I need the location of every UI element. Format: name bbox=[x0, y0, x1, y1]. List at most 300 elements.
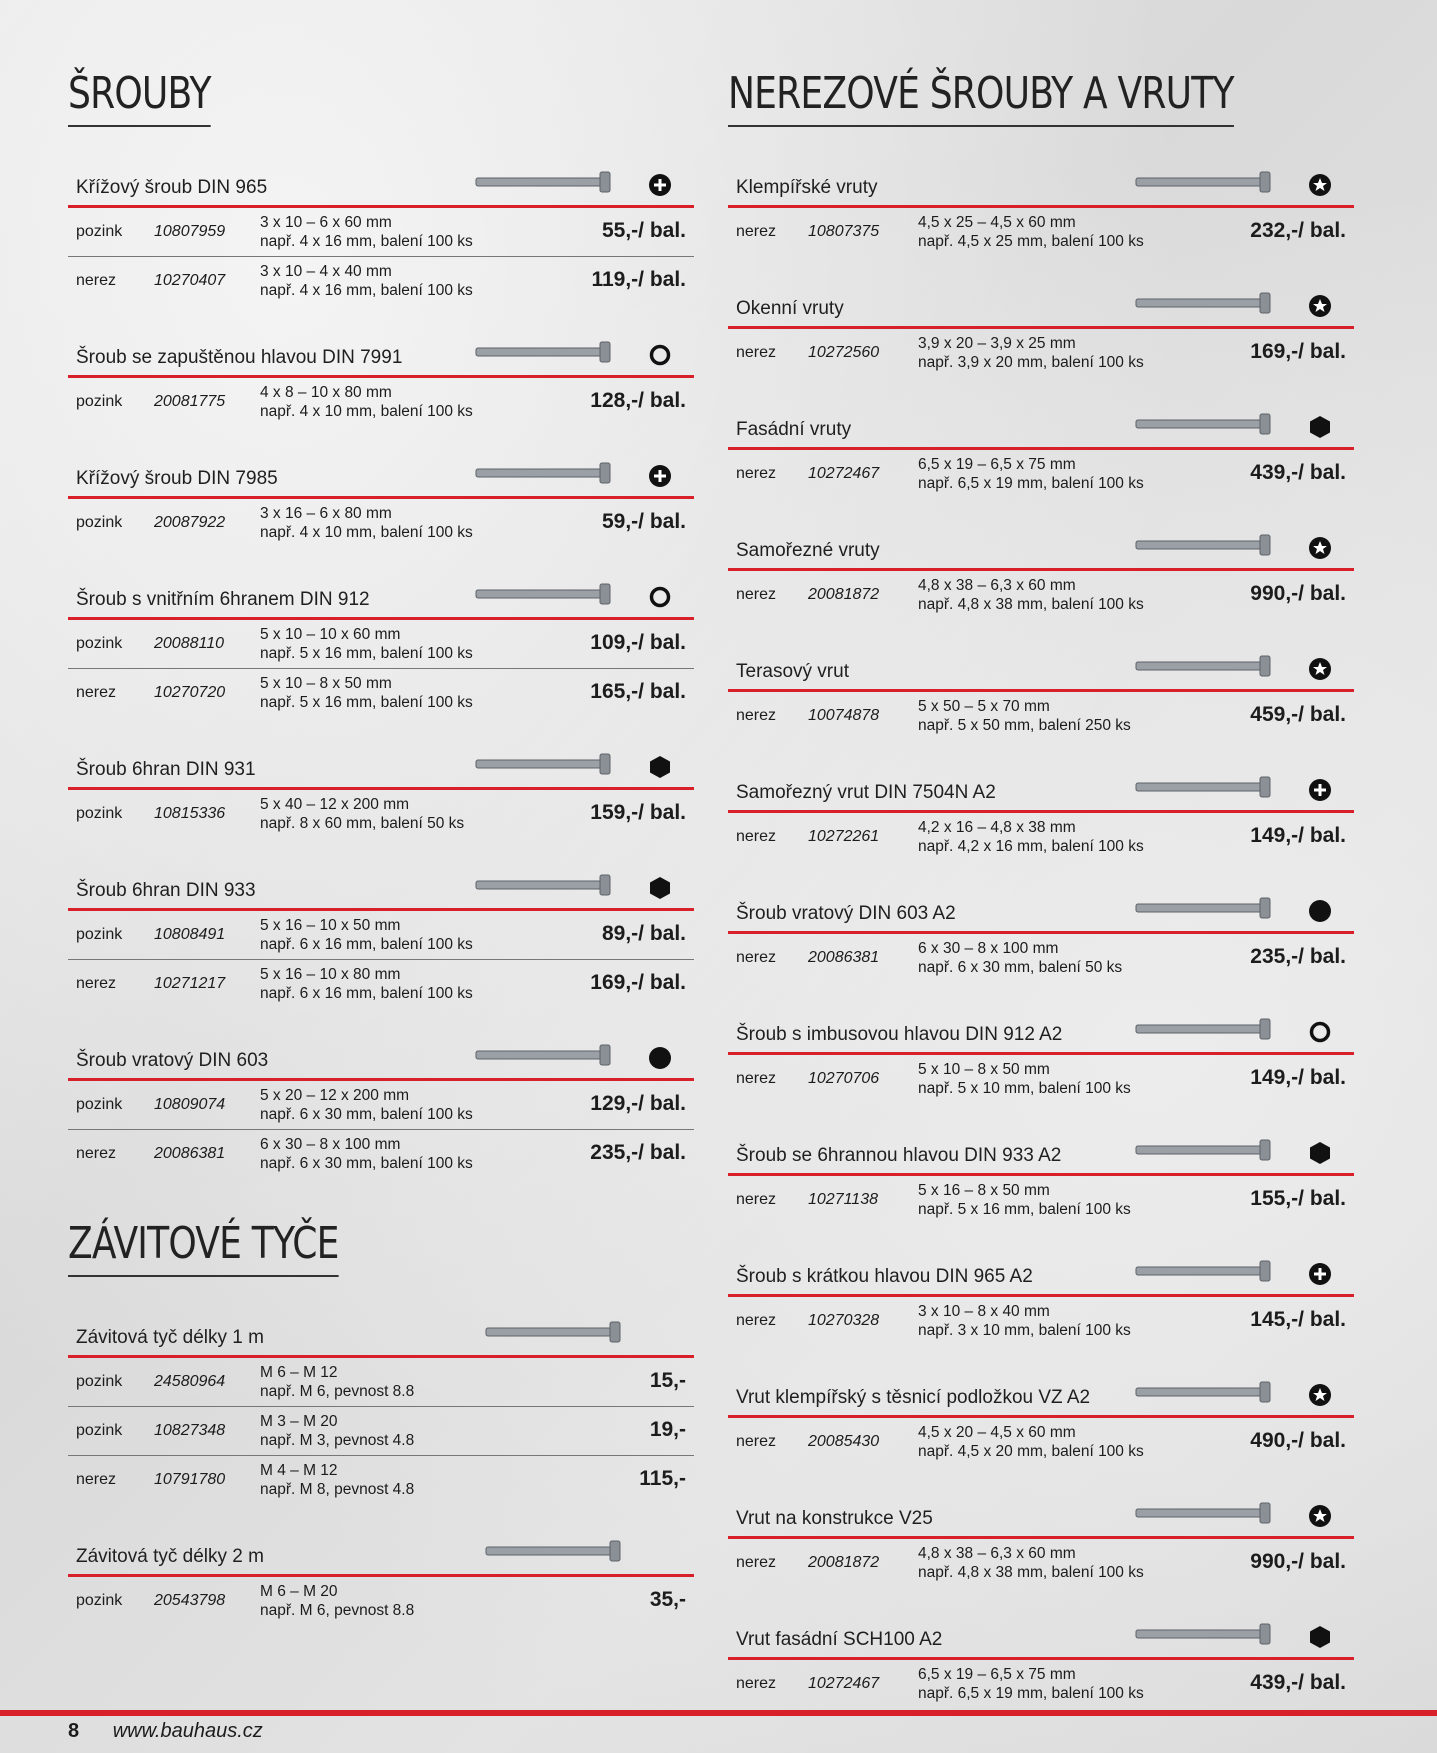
size-example: např. 3,9 x 20 mm, balení 100 ks bbox=[918, 354, 1144, 371]
plus-circle-icon bbox=[648, 464, 672, 488]
material: nerez bbox=[736, 828, 777, 845]
product-header bbox=[728, 1250, 1354, 1297]
product-header bbox=[728, 1492, 1354, 1539]
size-range: 5 x 10 – 8 x 50 mm bbox=[918, 1061, 1050, 1078]
size-example: např. M 8, pevnost 4.8 bbox=[260, 1481, 415, 1498]
product-name: Šroub 6hran DIN 933 bbox=[76, 880, 256, 901]
product-block bbox=[728, 766, 1354, 861]
size-range: 5 x 16 – 10 x 50 mm bbox=[260, 917, 401, 934]
product-header bbox=[68, 573, 694, 620]
material: nerez bbox=[76, 1145, 117, 1162]
ring-icon bbox=[648, 343, 672, 367]
price: 232,-/ bal. bbox=[1250, 219, 1346, 242]
material: pozink bbox=[76, 926, 123, 943]
product-header bbox=[68, 864, 694, 911]
article-code: 20087922 bbox=[154, 514, 226, 531]
size-description bbox=[918, 697, 1131, 735]
price: 55,-/ bal. bbox=[601, 219, 686, 242]
article-code: 10270328 bbox=[808, 1312, 880, 1329]
article-code: 24580964 bbox=[154, 1373, 226, 1390]
footer bbox=[68, 1720, 263, 1743]
size-range: 5 x 20 – 12 x 200 mm bbox=[260, 1087, 410, 1104]
product-header bbox=[68, 1530, 694, 1577]
article-code: 10272467 bbox=[808, 465, 880, 482]
product-name: Vrut klempířský s těsnicí podložkou VZ A2 bbox=[736, 1387, 1091, 1408]
material: pozink bbox=[76, 393, 123, 410]
product-row bbox=[728, 1176, 1354, 1224]
size-range: M 3 – M 20 bbox=[260, 1413, 338, 1430]
product-header bbox=[68, 452, 694, 499]
article-code: 10270706 bbox=[808, 1070, 880, 1087]
size-description bbox=[260, 1461, 414, 1499]
material: nerez bbox=[736, 1433, 777, 1450]
product-name: Křížový šroub DIN 965 bbox=[76, 177, 268, 198]
product-block bbox=[68, 1311, 694, 1504]
price: 89,-/ bal. bbox=[601, 922, 686, 945]
product-block bbox=[728, 282, 1354, 377]
size-range: 5 x 40 – 12 x 200 mm bbox=[260, 796, 410, 813]
product-header bbox=[728, 1613, 1354, 1660]
price: 59,-/ bal. bbox=[601, 510, 686, 533]
product-name: Šroub s krátkou hlavou DIN 965 A2 bbox=[736, 1266, 1033, 1287]
size-description bbox=[918, 818, 1144, 856]
size-range: 4,2 x 16 – 4,8 x 38 mm bbox=[918, 819, 1076, 836]
material: nerez bbox=[736, 344, 777, 361]
product-name: Vrut na konstrukce V25 bbox=[736, 1508, 933, 1529]
material: nerez bbox=[76, 1471, 117, 1488]
article-code: 20081775 bbox=[154, 393, 226, 410]
hexagon-icon bbox=[1308, 1625, 1332, 1649]
product-row bbox=[728, 1055, 1354, 1103]
product-header bbox=[728, 645, 1354, 692]
product-row bbox=[68, 1577, 694, 1625]
size-description bbox=[260, 625, 473, 663]
product-name: Závitová tyč délky 2 m bbox=[76, 1546, 264, 1567]
product-row bbox=[68, 208, 694, 257]
hexagon-icon bbox=[648, 876, 672, 900]
material: nerez bbox=[736, 1312, 777, 1329]
article-code: 10807375 bbox=[808, 223, 880, 240]
product-block bbox=[728, 1613, 1354, 1708]
ring-icon bbox=[648, 585, 672, 609]
size-range: 4,8 x 38 – 6,3 x 60 mm bbox=[918, 1545, 1076, 1562]
size-range: 3 x 10 – 8 x 40 mm bbox=[918, 1303, 1050, 1320]
size-range: 6 x 30 – 8 x 100 mm bbox=[260, 1136, 401, 1153]
product-block bbox=[68, 161, 694, 305]
price: 235,-/ bal. bbox=[590, 1141, 686, 1164]
product-row bbox=[68, 790, 694, 838]
product-header bbox=[728, 887, 1354, 934]
product-name: Šroub 6hran DIN 931 bbox=[76, 759, 256, 780]
footer-red-line bbox=[0, 1710, 1437, 1716]
product-block bbox=[68, 573, 694, 717]
section-title-zavitove-tyce: ZÁVITOVÉ TYČE bbox=[68, 1218, 339, 1277]
material: nerez bbox=[736, 1191, 777, 1208]
product-image bbox=[1134, 1496, 1274, 1530]
product-header bbox=[728, 766, 1354, 813]
article-code: 10271217 bbox=[154, 975, 226, 992]
product-row bbox=[728, 1539, 1354, 1587]
size-description bbox=[918, 334, 1144, 372]
star-icon bbox=[1308, 294, 1332, 318]
size-example: např. 6 x 30 mm, balení 50 ks bbox=[918, 959, 1123, 976]
size-example: např. 4 x 16 mm, balení 100 ks bbox=[260, 282, 473, 299]
article-code: 10809074 bbox=[154, 1096, 226, 1113]
product-name: Samořezný vrut DIN 7504N A2 bbox=[736, 782, 996, 803]
product-header bbox=[68, 1311, 694, 1358]
price: 129,-/ bal. bbox=[590, 1092, 686, 1115]
size-range: 3 x 10 – 6 x 60 mm bbox=[260, 214, 392, 231]
product-block bbox=[728, 887, 1354, 982]
material: nerez bbox=[736, 223, 777, 240]
left-column bbox=[68, 60, 694, 1651]
size-description bbox=[918, 213, 1144, 251]
size-example: např. 5 x 16 mm, balení 100 ks bbox=[918, 1201, 1131, 1218]
price: 439,-/ bal. bbox=[1250, 1671, 1346, 1694]
size-description bbox=[918, 1302, 1131, 1340]
size-example: např. M 6, pevnost 8.8 bbox=[260, 1602, 415, 1619]
dot-icon bbox=[648, 1046, 672, 1070]
product-header bbox=[728, 403, 1354, 450]
product-image bbox=[1134, 649, 1274, 683]
product-block bbox=[728, 403, 1354, 498]
product-header bbox=[728, 1008, 1354, 1055]
size-example: např. 6 x 16 mm, balení 100 ks bbox=[260, 985, 473, 1002]
size-example: např. 6 x 30 mm, balení 100 ks bbox=[260, 1155, 473, 1172]
material: pozink bbox=[76, 514, 123, 531]
product-name: Šroub se zapuštěnou hlavou DIN 7991 bbox=[76, 347, 403, 368]
price: 490,-/ bal. bbox=[1250, 1429, 1346, 1452]
material: nerez bbox=[736, 949, 777, 966]
material: nerez bbox=[736, 707, 777, 724]
size-range: 4 x 8 – 10 x 80 mm bbox=[260, 384, 392, 401]
size-description bbox=[260, 1582, 414, 1620]
size-description bbox=[260, 674, 473, 712]
product-image bbox=[474, 1038, 614, 1072]
material: pozink bbox=[76, 223, 123, 240]
size-range: 3 x 10 – 4 x 40 mm bbox=[260, 263, 392, 280]
price: 990,-/ bal. bbox=[1250, 582, 1346, 605]
product-block bbox=[68, 1530, 694, 1625]
size-description bbox=[260, 262, 473, 300]
price: 155,-/ bal. bbox=[1250, 1187, 1346, 1210]
product-row bbox=[728, 450, 1354, 498]
size-example: např. 4,8 x 38 mm, balení 100 ks bbox=[918, 596, 1144, 613]
product-block bbox=[728, 161, 1354, 256]
size-range: M 4 – M 12 bbox=[260, 1462, 338, 1479]
product-list-tyce bbox=[68, 1311, 694, 1625]
size-range: 6 x 30 – 8 x 100 mm bbox=[918, 940, 1059, 957]
size-range: 6,5 x 19 – 6,5 x 75 mm bbox=[918, 456, 1076, 473]
size-description bbox=[918, 1665, 1144, 1703]
price: 439,-/ bal. bbox=[1250, 461, 1346, 484]
size-description bbox=[918, 455, 1144, 493]
size-example: např. 4,2 x 16 mm, balení 100 ks bbox=[918, 838, 1144, 855]
material: nerez bbox=[736, 1675, 777, 1692]
price: 15,- bbox=[649, 1369, 686, 1392]
star-icon bbox=[1308, 173, 1332, 197]
size-example: např. 4 x 16 mm, balení 100 ks bbox=[260, 233, 473, 250]
article-code: 10807959 bbox=[154, 223, 226, 240]
product-name: Okenní vruty bbox=[736, 298, 844, 319]
ring-icon bbox=[1308, 1020, 1332, 1044]
product-list-srouby bbox=[68, 161, 694, 1178]
product-row bbox=[728, 934, 1354, 982]
product-block bbox=[68, 743, 694, 838]
product-row bbox=[728, 208, 1354, 256]
hexagon-icon bbox=[648, 755, 672, 779]
product-name: Šroub se 6hrannou hlavou DIN 933 A2 bbox=[736, 1145, 1062, 1166]
article-code: 20543798 bbox=[154, 1592, 226, 1609]
price: 35,- bbox=[649, 1588, 686, 1611]
size-range: 4,5 x 25 – 4,5 x 60 mm bbox=[918, 214, 1076, 231]
size-example: např. 4 x 10 mm, balení 100 ks bbox=[260, 524, 473, 541]
size-description bbox=[918, 1544, 1144, 1582]
size-description bbox=[918, 939, 1122, 977]
star-icon bbox=[1308, 1504, 1332, 1528]
product-block bbox=[68, 1034, 694, 1178]
product-image bbox=[1134, 528, 1274, 562]
star-icon bbox=[1308, 1383, 1332, 1407]
size-description bbox=[260, 1363, 414, 1401]
price: 128,-/ bal. bbox=[590, 389, 686, 412]
product-row bbox=[68, 1130, 694, 1178]
material: pozink bbox=[76, 635, 123, 652]
product-block bbox=[728, 1371, 1354, 1466]
product-name: Terasový vrut bbox=[736, 661, 849, 682]
size-range: 4,5 x 20 – 4,5 x 60 mm bbox=[918, 1424, 1076, 1441]
product-block bbox=[728, 1250, 1354, 1345]
product-header bbox=[68, 331, 694, 378]
product-image bbox=[474, 577, 614, 611]
product-name: Šroub s imbusovou hlavou DIN 912 A2 bbox=[736, 1024, 1063, 1045]
size-example: např. 6,5 x 19 mm, balení 100 ks bbox=[918, 475, 1144, 492]
price: 149,-/ bal. bbox=[1250, 824, 1346, 847]
material: pozink bbox=[76, 1592, 123, 1609]
product-name: Klempířské vruty bbox=[736, 177, 878, 198]
product-row bbox=[68, 257, 694, 305]
product-row bbox=[68, 378, 694, 426]
article-code: 10827348 bbox=[154, 1422, 226, 1439]
size-range: 3 x 16 – 6 x 80 mm bbox=[260, 505, 392, 522]
dot-icon bbox=[1308, 899, 1332, 923]
product-image bbox=[1134, 1375, 1274, 1409]
size-example: např. 4,5 x 25 mm, balení 100 ks bbox=[918, 233, 1144, 250]
product-image bbox=[1134, 1617, 1274, 1651]
article-code: 10272560 bbox=[808, 344, 880, 361]
price: 109,-/ bal. bbox=[590, 631, 686, 654]
product-block bbox=[68, 331, 694, 426]
size-example: např. 6 x 16 mm, balení 100 ks bbox=[260, 936, 473, 953]
size-example: např. M 6, pevnost 8.8 bbox=[260, 1383, 415, 1400]
price: 119,-/ bal. bbox=[591, 268, 686, 291]
article-code: 10272261 bbox=[808, 828, 880, 845]
hexagon-icon bbox=[1308, 415, 1332, 439]
product-name: Křížový šroub DIN 7985 bbox=[76, 468, 278, 489]
product-row bbox=[68, 960, 694, 1008]
article-code: 10271138 bbox=[808, 1191, 878, 1208]
size-example: např. 6 x 30 mm, balení 100 ks bbox=[260, 1106, 473, 1123]
product-header bbox=[728, 161, 1354, 208]
size-range: 5 x 16 – 8 x 50 mm bbox=[918, 1182, 1050, 1199]
product-name: Samořezné vruty bbox=[736, 540, 880, 561]
page-number: 8 bbox=[68, 1720, 80, 1742]
size-description bbox=[260, 1135, 473, 1173]
product-row bbox=[68, 620, 694, 669]
size-example: např. 5 x 16 mm, balení 100 ks bbox=[260, 694, 473, 711]
size-description bbox=[260, 383, 473, 421]
product-row bbox=[728, 692, 1354, 740]
size-description bbox=[260, 916, 473, 954]
product-image bbox=[474, 456, 614, 490]
right-column bbox=[728, 60, 1354, 1734]
size-description bbox=[260, 504, 473, 542]
material: nerez bbox=[76, 975, 117, 992]
product-block bbox=[728, 1492, 1354, 1587]
price: 990,-/ bal. bbox=[1250, 1550, 1346, 1573]
product-row bbox=[728, 571, 1354, 619]
product-name: Vrut fasádní SCH100 A2 bbox=[736, 1629, 943, 1650]
price: 145,-/ bal. bbox=[1250, 1308, 1346, 1331]
product-image bbox=[484, 1534, 624, 1568]
product-block bbox=[68, 864, 694, 1008]
product-row bbox=[728, 1660, 1354, 1708]
size-example: např. 3 x 10 mm, balení 100 ks bbox=[918, 1322, 1131, 1339]
size-description bbox=[260, 213, 473, 251]
product-image bbox=[1134, 770, 1274, 804]
size-description bbox=[260, 1412, 414, 1450]
product-block bbox=[728, 645, 1354, 740]
product-image bbox=[1134, 1133, 1274, 1167]
material: nerez bbox=[76, 272, 117, 289]
product-header bbox=[728, 524, 1354, 571]
size-range: 5 x 50 – 5 x 70 mm bbox=[918, 698, 1050, 715]
size-description bbox=[260, 795, 464, 833]
price: 115,- bbox=[639, 1467, 686, 1490]
article-code: 10808491 bbox=[154, 926, 226, 943]
product-block bbox=[728, 524, 1354, 619]
article-code: 20088110 bbox=[154, 635, 224, 652]
price: 165,-/ bal. bbox=[590, 680, 686, 703]
plus-circle-icon bbox=[1308, 778, 1332, 802]
article-code: 20085430 bbox=[808, 1433, 880, 1450]
product-image bbox=[484, 1315, 624, 1349]
product-name: Fasádní vruty bbox=[736, 419, 852, 440]
size-description bbox=[918, 576, 1144, 614]
price: 459,-/ bal. bbox=[1250, 703, 1346, 726]
size-description bbox=[918, 1181, 1131, 1219]
material: pozink bbox=[76, 1096, 123, 1113]
price: 159,-/ bal. bbox=[590, 801, 686, 824]
article-code: 10270407 bbox=[154, 272, 226, 289]
product-row bbox=[68, 669, 694, 717]
size-range: M 6 – M 12 bbox=[260, 1364, 338, 1381]
article-code: 10074878 bbox=[808, 707, 880, 724]
size-range: 6,5 x 19 – 6,5 x 75 mm bbox=[918, 1666, 1076, 1683]
size-example: např. 5 x 16 mm, balení 100 ks bbox=[260, 645, 473, 662]
size-example: např. 6,5 x 19 mm, balení 100 ks bbox=[918, 1685, 1144, 1702]
product-row bbox=[68, 499, 694, 547]
product-name: Šroub s vnitřním 6hranem DIN 912 bbox=[76, 589, 370, 610]
product-image bbox=[474, 165, 614, 199]
product-row bbox=[68, 1358, 694, 1407]
size-example: např. 4,8 x 38 mm, balení 100 ks bbox=[918, 1564, 1144, 1581]
product-row bbox=[728, 1418, 1354, 1466]
hexagon-icon bbox=[1308, 1141, 1332, 1165]
product-header bbox=[728, 1129, 1354, 1176]
product-name: Závitová tyč délky 1 m bbox=[76, 1327, 264, 1348]
material: pozink bbox=[76, 1373, 123, 1390]
product-image bbox=[474, 747, 614, 781]
size-range: M 6 – M 20 bbox=[260, 1583, 338, 1600]
article-code: 20081872 bbox=[808, 1554, 880, 1571]
article-code: 10270720 bbox=[154, 684, 226, 701]
product-block bbox=[68, 452, 694, 547]
article-code: 20081872 bbox=[808, 586, 880, 603]
size-range: 4,8 x 38 – 6,3 x 60 mm bbox=[918, 577, 1076, 594]
product-row bbox=[68, 911, 694, 960]
website-url[interactable]: www.bauhaus.cz bbox=[112, 1720, 263, 1742]
section-title-srouby: ŠROUBY bbox=[68, 68, 211, 127]
product-row bbox=[68, 1456, 694, 1504]
size-example: např. 4 x 10 mm, balení 100 ks bbox=[260, 403, 473, 420]
product-image bbox=[1134, 891, 1274, 925]
price: 19,- bbox=[649, 1418, 686, 1441]
material: pozink bbox=[76, 1422, 123, 1439]
size-description bbox=[918, 1060, 1131, 1098]
product-row bbox=[728, 813, 1354, 861]
product-image bbox=[474, 335, 614, 369]
product-row bbox=[68, 1081, 694, 1130]
product-header bbox=[68, 161, 694, 208]
price: 149,-/ bal. bbox=[1250, 1066, 1346, 1089]
plus-circle-icon bbox=[1308, 1262, 1332, 1286]
product-image bbox=[1134, 1254, 1274, 1288]
size-example: např. 5 x 50 mm, balení 250 ks bbox=[918, 717, 1131, 734]
price: 169,-/ bal. bbox=[590, 971, 686, 994]
product-row bbox=[728, 1297, 1354, 1345]
size-description bbox=[918, 1423, 1144, 1461]
product-header bbox=[728, 1371, 1354, 1418]
size-description bbox=[260, 1086, 473, 1124]
size-range: 3,9 x 20 – 3,9 x 25 mm bbox=[918, 335, 1076, 352]
material: nerez bbox=[736, 1554, 777, 1571]
product-list-nerezove bbox=[728, 161, 1354, 1708]
size-example: např. 4,5 x 20 mm, balení 100 ks bbox=[918, 1443, 1144, 1460]
product-block bbox=[728, 1008, 1354, 1103]
material: nerez bbox=[76, 684, 117, 701]
article-code: 20086381 bbox=[808, 949, 880, 966]
material: nerez bbox=[736, 586, 777, 603]
product-row bbox=[68, 1407, 694, 1456]
product-header bbox=[68, 743, 694, 790]
product-image bbox=[1134, 1012, 1274, 1046]
material: pozink bbox=[76, 805, 123, 822]
product-row bbox=[728, 329, 1354, 377]
product-name: Šroub vratový DIN 603 bbox=[76, 1050, 269, 1071]
product-block bbox=[728, 1129, 1354, 1224]
plus-circle-icon bbox=[648, 173, 672, 197]
product-image bbox=[474, 868, 614, 902]
product-image bbox=[1134, 407, 1274, 441]
size-example: např. M 3, pevnost 4.8 bbox=[260, 1432, 415, 1449]
material: nerez bbox=[736, 1070, 777, 1087]
product-image bbox=[1134, 286, 1274, 320]
article-code: 10272467 bbox=[808, 1675, 880, 1692]
article-code: 10815336 bbox=[154, 805, 226, 822]
material: nerez bbox=[736, 465, 777, 482]
price: 235,-/ bal. bbox=[1250, 945, 1346, 968]
